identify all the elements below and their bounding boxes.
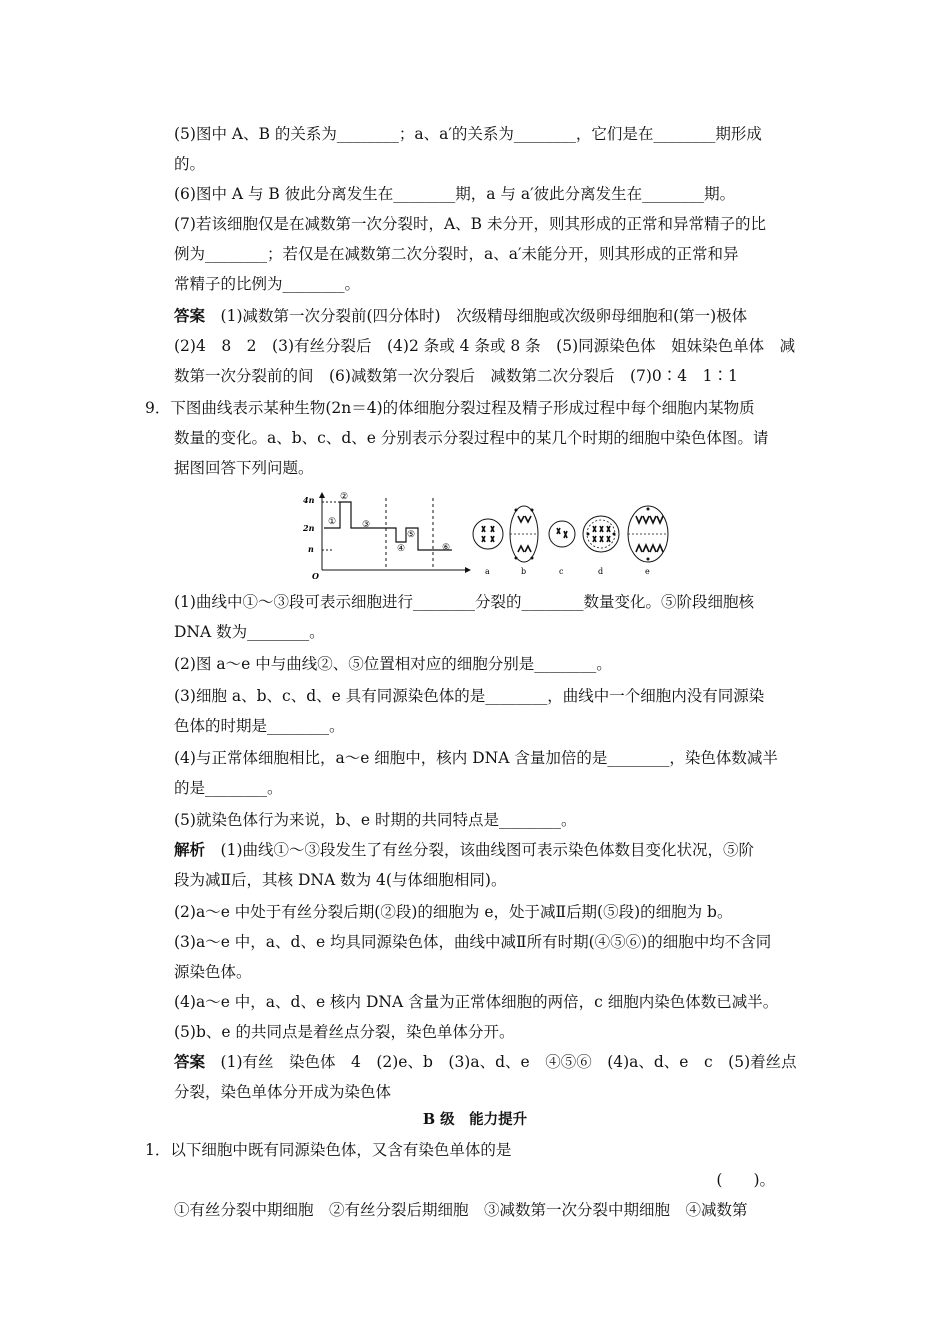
text-line: DNA 数为________。	[174, 623, 325, 641]
y-tick-4n: 4n	[303, 495, 315, 505]
text-line: (3)细胞 a、b、c、d、e 具有同源染色体的是________，曲线中一个细胞内没有同源染	[174, 687, 765, 705]
cell-label-e: e	[645, 567, 650, 576]
question-1: 1．以下细胞中既有同源染色体，又含有染色单体的是	[145, 1141, 512, 1159]
options-line: ①有丝分裂中期细胞 ②有丝分裂后期细胞 ③减数第一次分裂中期细胞 ④减数第	[174, 1201, 748, 1219]
text-line: 色体的时期是________。	[174, 717, 345, 735]
text-line: (4)a～e 中，a、d、e 核内 DNA 含量为正常体细胞的两倍，c 细胞内染色体数已减半。	[174, 993, 779, 1011]
text-line: (3)a～e 中，a、d、e 均具同源染色体，曲线中减Ⅱ所有时期(④⑤⑥)的细胞中均不含同	[174, 933, 772, 951]
text-line: (5)就染色体行为来说，b、e 时期的共同特点是________。	[174, 811, 577, 829]
cell-label-b: b	[521, 567, 527, 576]
cell-label-a: a	[485, 567, 490, 576]
text-line: (6)图中 A 与 B 彼此分离发生在________期，a 与 a′彼此分离发生在________期。	[174, 185, 736, 203]
cell-d	[583, 516, 619, 552]
text-line: 源染色体。	[174, 963, 252, 981]
cell-b	[510, 506, 538, 562]
answer-bracket: ( )。	[716, 1171, 775, 1189]
cell-division-figure	[300, 490, 690, 580]
segment-label: ⑤	[407, 530, 416, 540]
segment-label: ⑥	[442, 543, 451, 553]
text-line: 数量的变化。a、b、c、d、e 分别表示分裂过程中的某几个时期的细胞中染色体图。请	[174, 429, 769, 447]
cell-a	[473, 519, 503, 549]
analysis-label: 解析	[174, 840, 206, 859]
text-line: 数第一次分裂前的间 (6)减数第一次分裂后 减数第二次分裂后 (7)0∶4 1∶1	[174, 367, 738, 385]
section-title: B 级 能力提升	[422, 1111, 528, 1128]
text-line: 的是________。	[174, 779, 283, 797]
segment-label: ④	[397, 544, 406, 554]
cell-label-d: d	[598, 567, 604, 576]
text-line: (2)图 a～e 中与曲线②、⑤位置相对应的细胞分别是________。	[174, 655, 612, 673]
text-line: 分裂，染色单体分开成为染色体	[174, 1083, 392, 1101]
y-tick-n: n	[308, 544, 314, 554]
text-line: (2)4 8 2 (3)有丝分裂后 (4)2 条或 4 条或 8 条 (5)同源染色体 姐妹染色单体 减	[174, 337, 796, 355]
analysis-line: 解析 (1)曲线①～③段发生了有丝分裂，该曲线图可表示染色体数目变化状况，⑤阶	[174, 840, 754, 859]
text-line: (2)a～e 中处于有丝分裂后期(②段)的细胞为 e，处于减Ⅱ后期(⑤段)的细胞为 b。	[174, 903, 733, 921]
text-line: (5)b、e 的共同点是着丝点分裂，染色单体分开。	[174, 1023, 515, 1041]
text-line: (1)曲线中①～③段可表示细胞进行________分裂的________数量变化。⑤阶段细胞核	[174, 593, 754, 611]
answer-label: 答案	[174, 306, 206, 325]
text-line: 据图回答下列问题。	[174, 459, 314, 477]
y-tick-2n: 2n	[303, 523, 315, 533]
text-line: 常精子的比例为________。	[174, 275, 361, 293]
cell-label-c: c	[559, 567, 564, 576]
segment-label: ①	[328, 517, 337, 527]
question-9: 9．下图曲线表示某种生物(2n＝4)的体细胞分裂过程及精子形成过程中每个细胞内某物质	[145, 399, 755, 417]
cell-c	[549, 521, 575, 547]
text-line: (4)与正常体细胞相比，a～e 细胞中，核内 DNA 含量加倍的是________，染色体数减半	[174, 749, 778, 767]
answer-line: 答案 (1)有丝 染色体 4 (2)e、b (3)a、d、e ④⑤⑥ (4)a、d、e c (5)着丝点	[174, 1052, 797, 1071]
text-line: 的。	[174, 155, 206, 173]
text-line: (5)图中 A、B 的关系为________；a、a′的关系为________，它们是在________期形成	[174, 125, 762, 143]
answer-label: 答案	[174, 1052, 206, 1071]
segment-label: ②	[340, 492, 349, 502]
y-tick-origin: O	[312, 571, 319, 580]
text-line: (7)若该细胞仅是在减数第一次分裂时，A、B 未分开，则其形成的正常和异常精子的比	[174, 215, 766, 233]
segment-label: ③	[362, 520, 371, 530]
answer-line: 答案 (1)减数第一次分裂前(四分体时) 次级精母细胞或次级卵母细胞和(第一)极体	[174, 306, 748, 325]
y-axis-arrow	[319, 492, 325, 498]
text-line: 段为减Ⅱ后，其核 DNA 数为 4(与体细胞相同)。	[174, 871, 507, 889]
text-line: 例为________；若仅是在减数第二次分裂时，a、a′未能分开，则其形成的正常和异	[174, 245, 739, 263]
x-axis-arrow	[465, 567, 471, 573]
cell-e	[628, 506, 668, 562]
